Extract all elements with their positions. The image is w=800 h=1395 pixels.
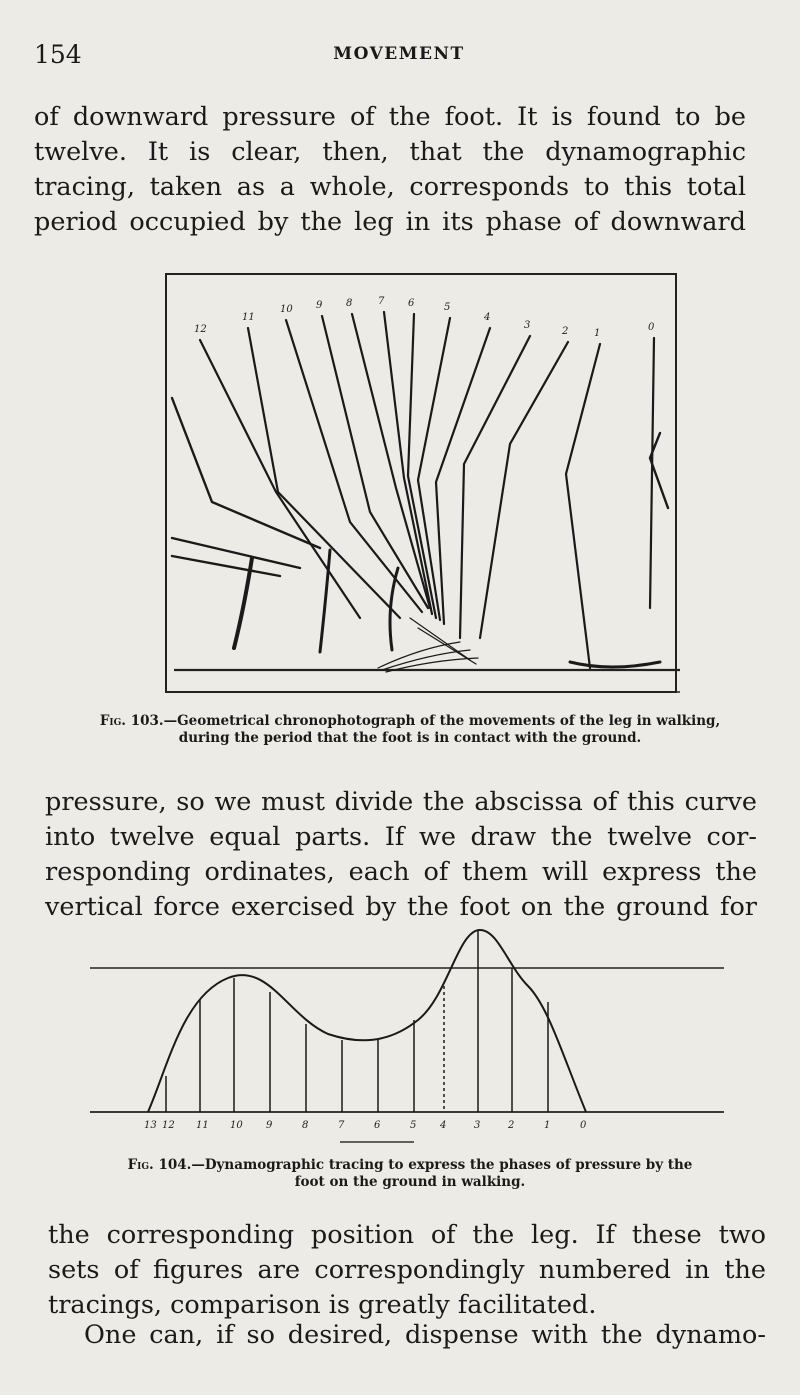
- leg-position-label: 11: [242, 312, 255, 323]
- ordinate-label: 2: [508, 1120, 515, 1131]
- limb-stroke: [570, 662, 660, 667]
- leg-position-label: 9: [316, 300, 323, 311]
- leg-position-label: 3: [524, 320, 531, 331]
- running-head: MOVEMENT: [333, 44, 465, 64]
- leg-position-label: 2: [562, 326, 569, 337]
- figure-103-caption: [60, 713, 760, 747]
- limb-stroke: [172, 538, 300, 568]
- ordinate-label: 0: [580, 1120, 587, 1131]
- limb-stroke: [418, 628, 476, 664]
- leg-position-label: 5: [444, 302, 451, 313]
- leg-position-line: [566, 344, 600, 668]
- text-line: responding ordinates, each of them will express the: [45, 857, 757, 887]
- caption-text: foot on the ground in walking.: [294, 1174, 526, 1190]
- ordinate-label: 7: [338, 1120, 345, 1131]
- dynamographic-tracing: [88, 916, 728, 1152]
- ordinate-label: 10: [230, 1120, 243, 1131]
- leg-position-line: [650, 338, 654, 608]
- text-line: tracings, comparison is greatly facilitated.: [48, 1290, 597, 1320]
- leg-position-label: 12: [194, 324, 207, 335]
- ordinate-label: 1: [544, 1120, 551, 1131]
- ordinate-label: 3: [474, 1120, 481, 1131]
- pressure-curve: [148, 930, 586, 1112]
- page-number: 154: [34, 40, 82, 69]
- text-line: sets of figures are correspondingly numbered in the: [48, 1255, 766, 1285]
- figure-104-caption: [60, 1157, 760, 1191]
- paragraph-4: [48, 1318, 766, 1353]
- leg-position-line: [352, 314, 430, 608]
- caption-text: —Dynamographic tracing to express the phases of pressure by the: [191, 1157, 693, 1173]
- leg-position-label: 10: [280, 304, 293, 315]
- text-line: twelve. It is clear, then, that the dynamographic: [34, 137, 746, 167]
- leg-position-line: [480, 342, 568, 638]
- caption-text: —Geometrical chronophotograph of the movements of the leg in walking,: [163, 713, 721, 729]
- caption-label: Fig. 104.: [127, 1157, 192, 1173]
- text-line: the corresponding position of the leg. If these two: [48, 1220, 766, 1250]
- text-line: One can, if so desired, dispense with the dynamo-: [84, 1320, 766, 1350]
- caption-text: during the period that the foot is in contact with the ground.: [178, 730, 642, 746]
- page-header: [34, 40, 764, 76]
- leg-position-label: 0: [648, 322, 655, 333]
- figure-103: [160, 268, 682, 700]
- ordinate-label: 6: [374, 1120, 381, 1131]
- ordinate-label: 9: [266, 1120, 273, 1131]
- leg-position-label: 8: [346, 298, 353, 309]
- paragraph-3: [48, 1218, 766, 1323]
- text-line: vertical force exercised by the foot on the ground for: [45, 892, 757, 922]
- paragraph-2: [45, 785, 757, 925]
- figure-104: [88, 916, 728, 1152]
- ordinate-label: 11: [196, 1120, 209, 1131]
- chronophotograph-illustration: [160, 268, 682, 700]
- text-line: into twelve equal parts. If we draw the twelve cor-: [45, 822, 757, 852]
- limb-stroke: [234, 558, 252, 648]
- text-line: pressure, so we must divide the abscissa of this curve: [45, 787, 757, 817]
- leg-position-label: 1: [594, 328, 601, 339]
- text-line: of downward pressure of the foot. It is found to be: [34, 102, 746, 132]
- caption-label: Fig. 103.: [99, 713, 164, 729]
- paragraph-1: [34, 100, 746, 240]
- leg-position-label: 4: [484, 312, 491, 323]
- ordinate-label: 8: [302, 1120, 309, 1131]
- leg-position-label: 7: [378, 296, 385, 307]
- leg-position-label: 6: [408, 298, 415, 309]
- ordinate-label: 13: [144, 1120, 157, 1131]
- ordinate-label: 12: [162, 1120, 175, 1131]
- ordinate-label: 4: [440, 1120, 447, 1131]
- text-line: period occupied by the leg in its phase of downward: [34, 207, 746, 237]
- text-line: tracing, taken as a whole, corresponds to this total: [34, 172, 746, 202]
- ordinate-label: 5: [410, 1120, 417, 1131]
